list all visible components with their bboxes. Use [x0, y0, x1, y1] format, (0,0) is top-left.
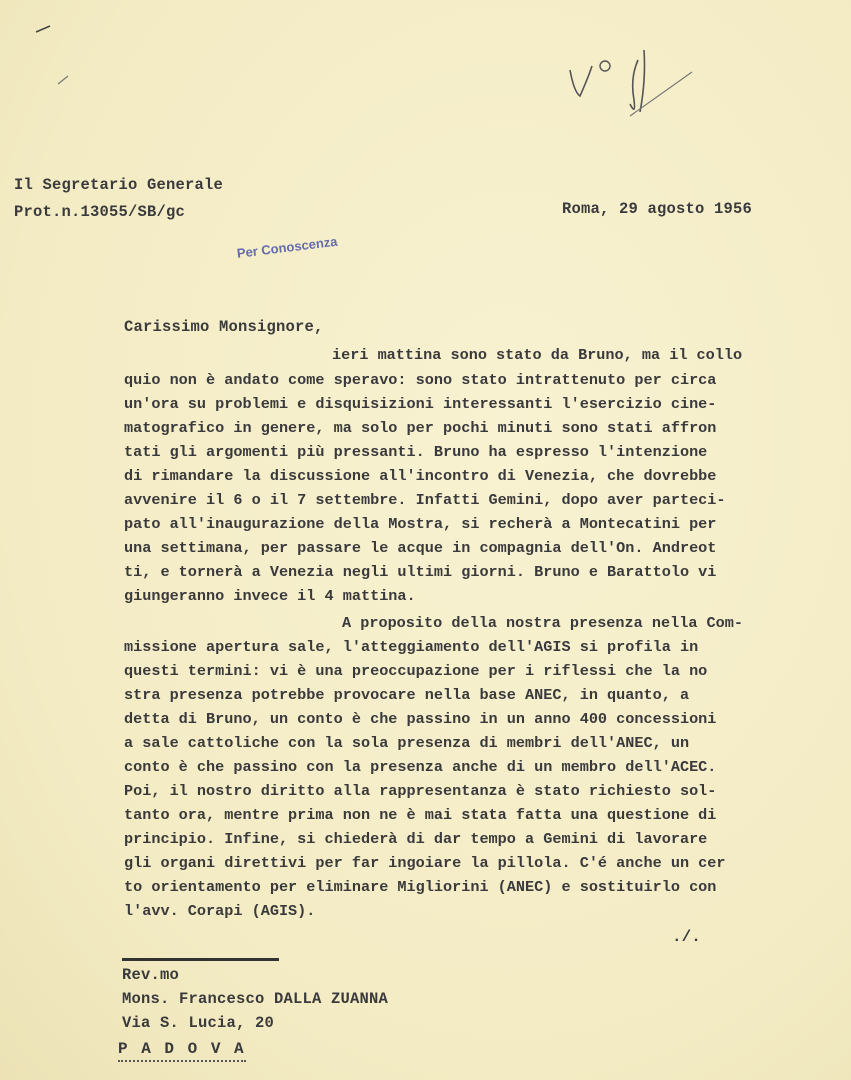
per-conoscenza-stamp: Per Conoscenza	[236, 233, 339, 261]
text-line: pato all'inaugurazione della Mostra, si recherà a Montecatini per	[124, 515, 717, 533]
text-line: tanto ora, mentre prima non ne è mai stata fatta una questione di	[124, 806, 717, 824]
text-line: una settimana, per passare le acque in compagnia dell'On. Andreot	[124, 539, 717, 557]
sender-title: Il Segretario Generale	[14, 176, 224, 194]
text-line: ti, e tornerà a Venezia negli ultimi giorni. Bruno e Barattolo vi	[124, 563, 717, 581]
text-line: matografico in genere, ma solo per pochi minuti sono stati affron	[124, 419, 717, 437]
text-line: conto è che passino con la presenza anche di un membro dell'ACEC.	[124, 758, 717, 776]
divider	[122, 958, 279, 961]
text-line: avvenire il 6 o il 7 settembre. Infatti Gemini, dopo aver parteci-	[124, 491, 726, 509]
text-line: l'avv. Corapi (AGIS).	[124, 902, 316, 920]
text-line: ieri mattina sono stato da Bruno, ma il collo	[332, 346, 743, 364]
text-line: to orientamento per eliminare Migliorini (ANEC) e sostituirlo con	[124, 878, 717, 896]
text-line: questi termini: vi è una preoccupazione per i riflessi che la no	[124, 662, 708, 680]
text-line: detta di Bruno, un conto è che passino in un anno 400 concessioni	[124, 710, 717, 728]
recipient-name: Mons. Francesco DALLA ZUANNA	[122, 990, 389, 1008]
recipient-street: Via S. Lucia, 20	[122, 1014, 275, 1032]
handwritten-annotation	[560, 30, 710, 120]
text-line: principio. Infine, si chiederà di dar tempo a Gemini di lavorare	[124, 830, 708, 848]
text-line: Poi, il nostro diritto alla rappresentanza è stato richiesto sol-	[124, 782, 717, 800]
text-line: gli organi direttivi per far ingoiare la pillola. C'é anche un cer	[124, 854, 726, 872]
text-line: A proposito della nostra presenza nella Com-	[342, 614, 744, 632]
text-line: quio non è andato come speravo: sono stato intrattenuto per circa	[124, 371, 717, 389]
recipient-title: Rev.mo	[122, 966, 180, 984]
pencil-mark	[30, 18, 70, 98]
place-date: Roma, 29 agosto 1956	[562, 200, 753, 218]
text-line: un'ora su problemi e disquisizioni interessanti l'esercizio cine-	[124, 395, 717, 413]
recipient-city: P A D O V A	[118, 1040, 246, 1062]
text-line: a sale cattoliche con la sola presenza di membri dell'ANEC, un	[124, 734, 690, 752]
text-line: di rimandare la discussione all'incontro di Venezia, che dovrebbe	[124, 467, 717, 485]
continuation-mark: ./.	[672, 928, 701, 946]
text-line: tati gli argomenti più pressanti. Bruno ha espresso l'intenzione	[124, 443, 708, 461]
text-line: giungeranno invece il 4 mattina.	[124, 587, 416, 605]
salutation: Carissimo Monsignore,	[124, 318, 324, 336]
protocol-number: Prot.n.13055/SB/gc	[14, 203, 186, 221]
text-line: stra presenza potrebbe provocare nella base ANEC, in quanto, a	[124, 686, 690, 704]
text-line: missione apertura sale, l'atteggiamento dell'AGIS si profila in	[124, 638, 699, 656]
